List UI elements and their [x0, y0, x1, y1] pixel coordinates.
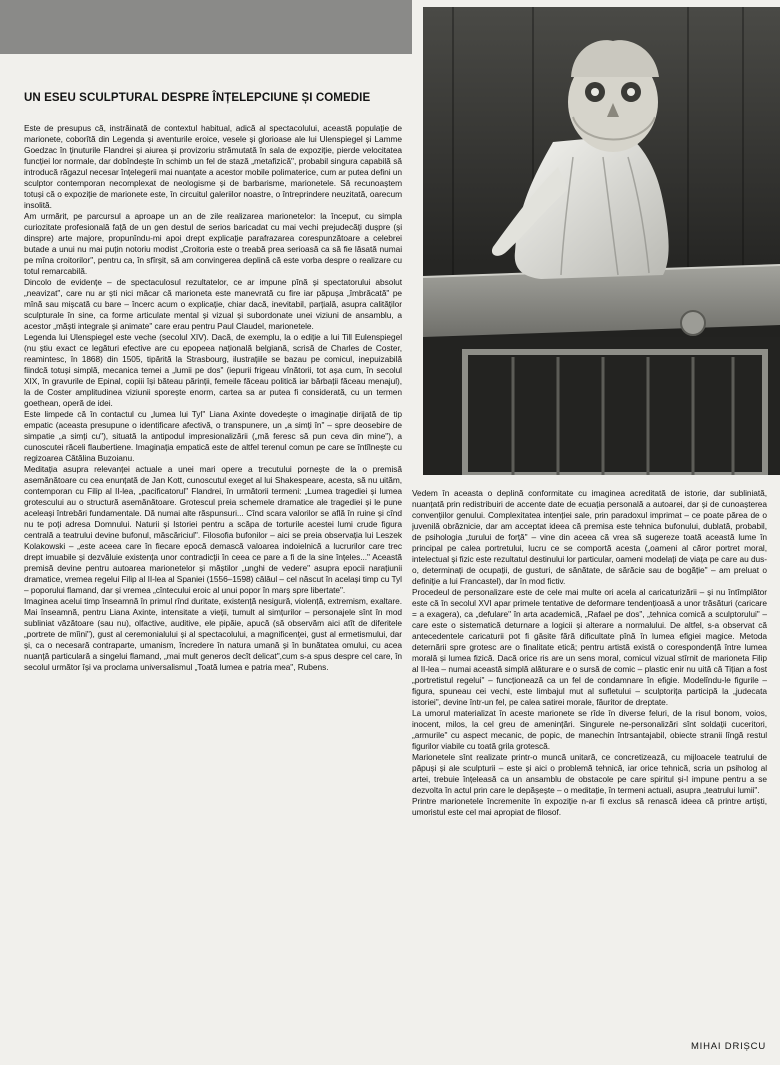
paragraph: Vedem în aceasta o deplină conformitate cu imaginea acreditată de istorie, dar subliniată, nuanțată prin redistribuiri de accente date de ecuația personală a autoarei, dar și de cunoașterea convențiilor genului. Complexitatea intenției sale, prin paradoxul imprimat – ce poate părea de o juvenilă obrăznicie, dar am acceptat ideea că premisa este tehnica bufonului, dublată, probabil, de psihologia „turului de forță" – vine din aceea că vrea să sugereze toată această lume în principal pe calea portretului, lucru ce se comportă acesta („oameni al căror portret moral, intelectual și fizic este rezultatul destinului lor particular, oameni modelați de viața pe care au dus-o, determinați de ocupații, de gusturi, de sănătate, de sărăcie sau de bogăție" – am preluat o definiție a lui Francastel), dar în mod fictiv.: [412, 488, 767, 586]
paragraph: Este limpede că în contactul cu „lumea lui Tyl" Liana Axinte dovedește o imaginație dirijată de tip empatic (aceasta presupune o identificare afectivă, o transpunere, un „a simți în" – spre deosebire de simpatie „a simți cu"), situată la antipodul impresionalizării („mă feresc să pun ceva din mine"), a cunoscutei răceli flaubertiene. Imaginația empatică este de altfel terenul comun pe care se întîlnește cu regizoarea Cătălina Buzoianu.: [24, 409, 402, 463]
paragraph: Legenda lui Ulenspiegel este veche (secolul XIV). Dacă, de exemplu, la o ediție a lui Till Eulenspiegel (nu știu exact ce legături efective are cu epopeea națională belgiană, scrisă de Charles de Coster, reamintesc, în 1868) din 1505, tipărită la Strasbourg, ilustrațiile se bazau pe comicul, inepuizabilă fiindcă totuși simplă, mecanica temei a „lumii pe dos" (iepurii frigeau vînătorii, tot așa cum, în secolul XIX, în gravurile de Epinal, copiii își băteau părinții, femeile făceau politică iar bărbații făceau menajul), la de Coster amplitudinea viziunii sporește enorm, cartea sa ar putea fi considerată, cu un termen goethean, operă de idei.: [24, 332, 402, 408]
paragraph: Este de presupus că, instrăinată de contextul habitual, adică al spectacolului, această populație de marionete, coborîtă din Legenda și aventurile eroice, vesele și glorioase ale lui Ulenspiegel și Lamme Goedzac în ținuturile Flandrei și aiurea și provizoriu strămutată în sala de expoziție, pierde velocitatea funcției lor normale, dar dobîndește în schimb un fel de stază „metafizică", probabil singura capabilă să introducă răgazul necesar înțelegerii mai nuanțate a acestor mobile polimaterice, cum ar putea defini un sculptor contemporan necomplexat de neologisme și de barbarisme, marionetele. Să recunoaștem totuși că o expoziție de marionete este, în circuitul galeriilor noastre, o întreprindere neuzitată, oarecum insolită.: [24, 123, 402, 210]
top-gray-band: [0, 0, 412, 54]
article-title: UN ESEU SCULPTURAL DESPRE ÎNȚELEPCIUNE ȘI COMEDIE: [24, 90, 371, 104]
paragraph: La umorul materializat în aceste marionete se rîde în diverse feluri, de la risul bonom, voios, inocent, milos, la cel greu de amenințări. Singurele ne-personalizări sînt soldații cuceritori, „armurile" cu aspect mecanic, de popic, de manechin întrsantajabil, obiecte stranii lîngă restul figurilor viabile cu toată grila grotescă.: [412, 708, 767, 751]
paragraph: Procedeul de personalizare este de cele mai multe ori acela al caricaturizării – și nu întîmplător este că în secolul XVI apar primele tentative de deformare tendențioasă a unor trăsături (caricare = a exagera), ca „defulare" în arta academică, „Rafael pe dos", „tehnica comică a sculptorului" – care este o sistematică deturnare a logicii și alterare a normalului. De altfel, s-a observat că antecedentele caricaturii pot fi găsite fără dificultate pînă în lumea efigiei magice. Metoda deternării spre grotesc are o finalitate etică; pentru artistă există o corespondență între lumea morală și lumea fizică. Dacă orice ris are un sens moral, comicul vizual stîrnit de marioneta Filip al II-lea – numai această simplă alăturare e o sursă de comic – plastic enir nu uită că Tițian a fost „portretistul regelui" – funcționează ca un fel de condamnare în efigie. Modelîndu-le figurile – figura, spuneau cei vechi, este limbajul mut al sufletului – sculptorița participă la „judecata istoriei", devine într-un fel, pe calea satirei morale, făuritor de dreptate.: [412, 587, 767, 707]
paragraph: Dincolo de evidențe – de spectaculosul rezultatelor, ce ar impune pînă și spectatorului absolut „neavizat", care nu ar ști nici măcar că marioneta este manevrată cu fire iar păpușa „îmbrăcată" pe mînă sau mișcată cu bare – încerc acum o explicație, chiar dacă, inevitabil, parțială, asupra calităților sculpturale în sine, ca forme articulate mental și vizual și subordonate unei viziuni de ansamblu, a acestor „măști integrale și animate" care erau pentru Paul Claudel, marionetele.: [24, 277, 402, 331]
paragraph: Printre marionetele încremenite în expoziție n-ar fi exclus să renască ideea că printre artiști, umoristul este cel mai apropiat de filosof.: [412, 796, 767, 817]
marionette-photo-drawing: [423, 7, 780, 475]
author-signature: MIHAI DRIȘCU: [690, 1041, 766, 1052]
marionette-photo: [423, 7, 780, 475]
paragraph: Marionetele sînt realizate printr-o muncă unitară, ce concretizează, cu mijloacele teatrului de păpuși și ale sculpturii – este și aici o problemă tehnică, iar orice tehnică, scria un psiholog al artei, trebuie înțeleasă ca un ansamblu de obstacole pe care spiritul și-l impune pentru a se dezvolta în actul prin care le depășește – o meditație, în termeni actuali, asupra „teatrului lumii".: [412, 752, 767, 795]
paragraph: Meditația asupra relevanței actuale a unei mari opere a trecutului pornește de la o premisă asemănătoare cu cea enunțată de Jan Kott, cunoscutul exeget al lui Shakespeare, acesta, să nu uităm, contemporan cu Filip al II-lea, „pacificatorul" Flandrei, în următorii termeni: „Lumea tragediei și lumea grotescului au o structură asemănătoare. Grotescul preia schemele dramatice ale tragediei și le pune aceleași întrebări fundamentale. Dă numai alte răspunsuri... Cînd scara valorilor se află în ruine și cînd nu te poți adresa Domnului. Naturii și Istoriei pentru a scăpa de torturile acestei lumi crude figura centrală a teatrului devine bufonul, măscăriciul". Filosofia bufonilor – aici se preia observația lui Leszek Kolakowski – „este aceea care în fiecare epocă demască valoarea indoielnică a lucrurilor care trec drept imuabile și dezvăluie existența unor contradicții în ceea ce pare a fi de la sine înțeles..." Această premisă devine pentru autoarea marionetelor și măștilor „unghi de vedere" asupra epocii narațiunii dramatice, vremea regelui Filip al II-lea al Spaniei (1556–1598) călăul – cel născut în același timp cu Tyl – poporului flamand, dar și vremea „cîntecului eroic al unui popor în marș spre libertate".: [24, 464, 402, 595]
article-column-left: [24, 123, 402, 1038]
paragraph: Am urmărit, pe parcursul a aproape un an de zile realizarea marionetelor: la început, cu simpla curiozitate profesională față de un gen destul de serios baricadat cu mai vechi prejudecăți dușpre (și dinspre) arte majore, propunîndu-mi apoi drept explicație parafrazarea corespunzătoare a celebrei butade a unui nu mai puțin notoriu modist „Croitoria este o treabă prea serioasă ca să fie lăsată numai pe mîna croitorilor", pentru ca, în sfîrșit, să am convingerea deplină că este vorba despre o realizare cu totul remarcabilă.: [24, 211, 402, 276]
paragraph: Imaginea acelui timp înseamnă în primul rînd duritate, existență nesigură, violență, extremism, exaltare. Mai înseamnă, pentru Liana Axinte, intensitate a vieții, tumult al simțurilor – personajele sînt în mod subliniat văzătoare (sau nu), olfactive, auditive, ele pipăie, apucă (să observăm aici atît de diferitele „portrete de mîini"), gust al ceremonialului și al spectacolului, a magnificenței, gust al ermetismului, dar și, ca o necesară contraparte, umanism, încredere în natura umană și în bunătatea omului, cu acea nuanță particulară a singelui flamand, „mai mult generos decît delicat",cum s-a spus despre cel care, în secolul următor își va proclama universalismul „Toată lumea e patria mea", Rubens.: [24, 596, 402, 672]
article-column-right: [412, 488, 767, 1006]
